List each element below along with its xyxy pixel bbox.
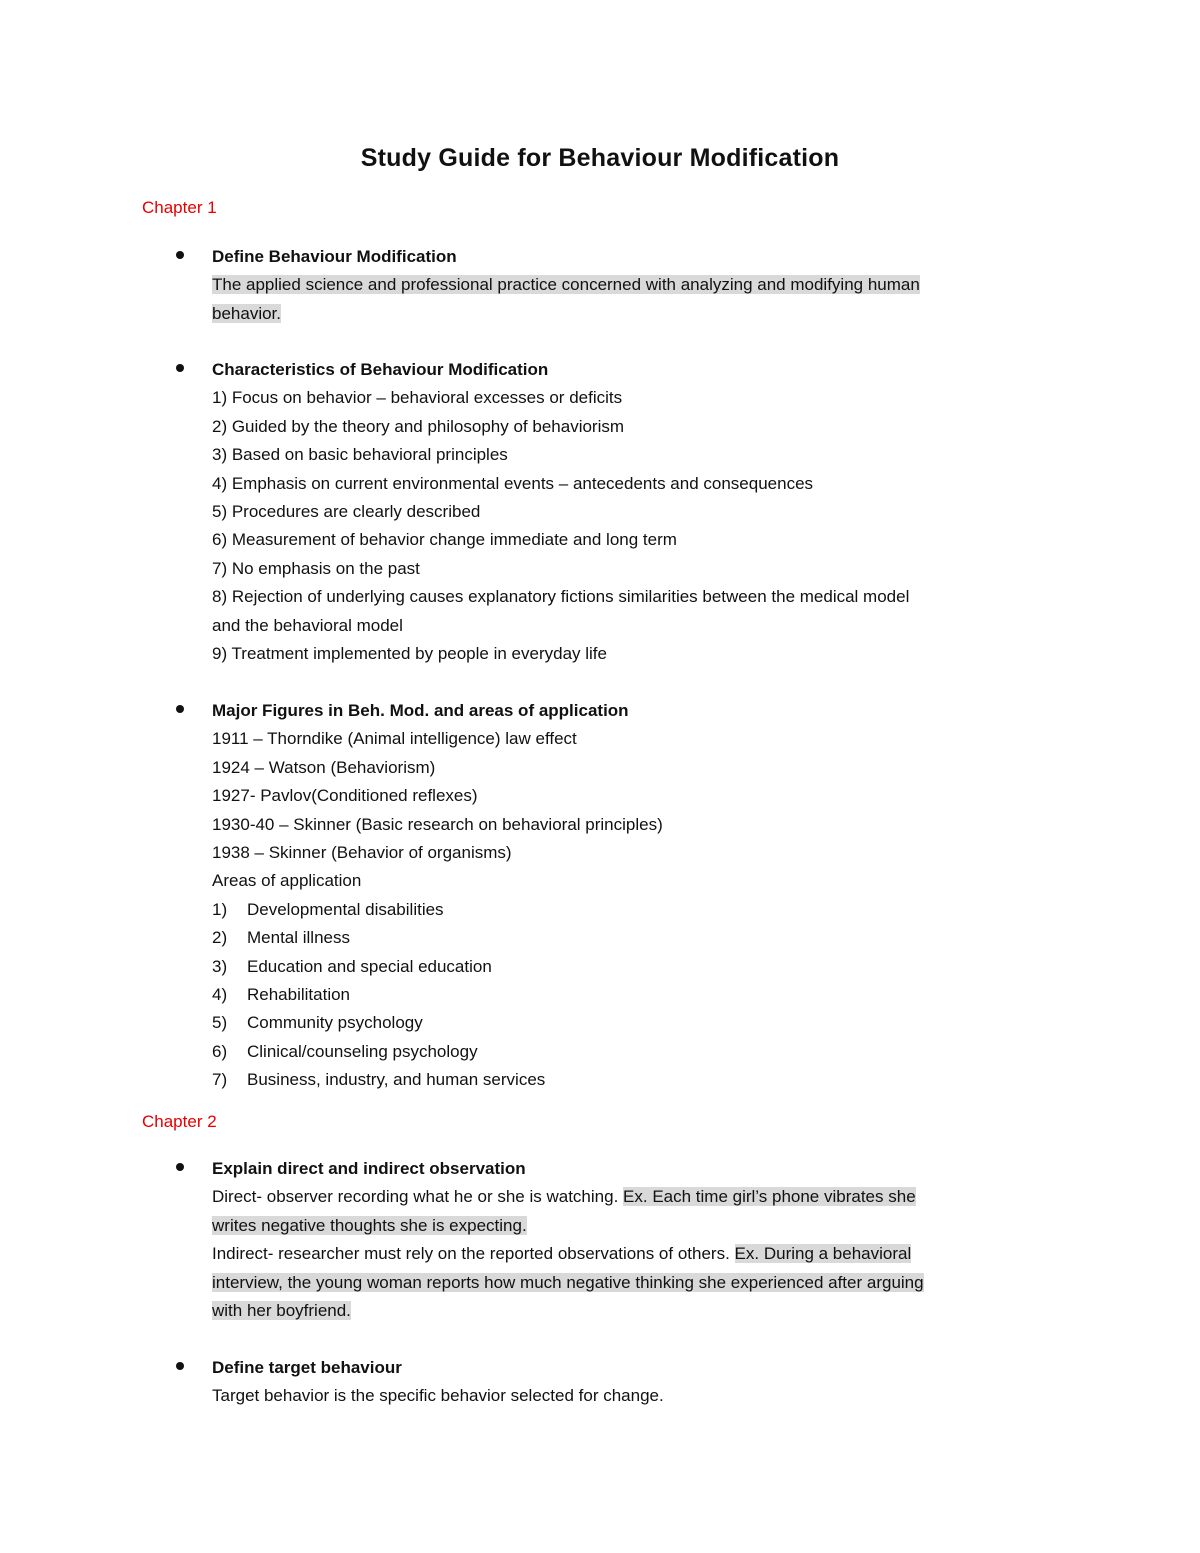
section-heading: Explain direct and indirect observation bbox=[212, 1159, 526, 1178]
list-item: 1938 – Skinner (Behavior of organisms) bbox=[212, 842, 512, 862]
list-number: 1) bbox=[212, 899, 228, 919]
highlighted-example: with her boyfriend. bbox=[212, 1300, 351, 1320]
highlighted-example: Ex. Each time girl’s phone vibrates she bbox=[623, 1187, 916, 1207]
bullet-icon bbox=[176, 705, 184, 713]
list-number: 7) bbox=[212, 1070, 228, 1090]
list-text: Clinical/counseling psychology bbox=[247, 1041, 478, 1061]
list-text: Community psychology bbox=[247, 1013, 423, 1033]
list-item bbox=[212, 1066, 1052, 1094]
bullet-icon bbox=[176, 364, 184, 372]
section-heading: Characteristics of Behaviour Modification bbox=[212, 360, 549, 379]
list-item: 5) Procedures are clearly described bbox=[212, 501, 481, 521]
list-number: 4) bbox=[212, 984, 228, 1004]
define-behaviour-modification-section bbox=[172, 243, 1052, 328]
list-text: Business, industry, and human services bbox=[247, 1070, 546, 1090]
list-item: 4) Emphasis on current environmental events – antecedents and consequences bbox=[212, 473, 814, 493]
list-item: 1911 – Thorndike (Animal intelligence) law effect bbox=[212, 729, 577, 749]
list-item bbox=[212, 953, 1052, 981]
list-item: 1924 – Watson (Behaviorism) bbox=[212, 757, 436, 777]
list-item: 1927- Pavlov(Conditioned reflexes) bbox=[212, 786, 478, 806]
list-item bbox=[212, 896, 1052, 924]
chapter-2-label: Chapter 2 bbox=[142, 1112, 217, 1131]
characteristics-section bbox=[172, 356, 1052, 668]
highlighted-example: writes negative thoughts she is expecting. bbox=[212, 1215, 527, 1235]
section-heading: Define Behaviour Modification bbox=[212, 247, 457, 266]
bullet-icon bbox=[176, 1362, 184, 1370]
list-item: 8) Rejection of underlying causes explanatory fictions similarities between the medical model bbox=[212, 587, 910, 607]
bullet-icon bbox=[176, 1163, 184, 1171]
bullet-icon bbox=[176, 251, 184, 259]
highlighted-definition: behavior. bbox=[212, 303, 281, 323]
target-behaviour-section bbox=[172, 1354, 1052, 1411]
major-figures-section bbox=[172, 697, 1052, 1094]
list-number: 2) bbox=[212, 928, 228, 948]
list-text: Developmental disabilities bbox=[247, 899, 444, 919]
section-heading: Major Figures in Beh. Mod. and areas of application bbox=[212, 701, 629, 720]
list-item bbox=[212, 924, 1052, 952]
list-number: 3) bbox=[212, 956, 228, 976]
list-item: 1930-40 – Skinner (Basic research on behavioral principles) bbox=[212, 814, 663, 834]
list-text: Rehabilitation bbox=[247, 984, 351, 1004]
chapter-1-label: Chapter 1 bbox=[142, 198, 217, 217]
list-number: 5) bbox=[212, 1013, 228, 1033]
list-text: Education and special education bbox=[247, 956, 492, 976]
direct-observation-text: Direct- observer recording what he or she is watching. bbox=[212, 1187, 619, 1207]
list-item bbox=[212, 1038, 1052, 1066]
highlighted-example: interview, the young woman reports how much negative thinking she experienced after arguing bbox=[212, 1272, 924, 1292]
list-item bbox=[212, 981, 1052, 1009]
highlighted-example: Ex. During a behavioral bbox=[734, 1244, 912, 1264]
highlighted-definition: The applied science and professional practice concerned with analyzing and modifying human bbox=[212, 275, 920, 295]
list-item: 7) No emphasis on the past bbox=[212, 558, 420, 578]
list-item: 6) Measurement of behavior change immediate and long term bbox=[212, 530, 677, 550]
list-item: and the behavioral model bbox=[212, 615, 403, 635]
list-item: 3) Based on basic behavioral principles bbox=[212, 445, 508, 465]
document-title: Study Guide for Behaviour Modification bbox=[360, 144, 840, 172]
list-number: 6) bbox=[212, 1041, 228, 1061]
list-item: 2) Guided by the theory and philosophy of behaviorism bbox=[212, 416, 625, 436]
list-item bbox=[212, 1009, 1052, 1037]
list-item: 1) Focus on behavior – behavioral excesses or deficits bbox=[212, 388, 623, 408]
list-item: 9) Treatment implemented by people in everyday life bbox=[212, 643, 607, 663]
indirect-observation-text: Indirect- researcher must rely on the reported observations of others. bbox=[212, 1244, 730, 1264]
definition-text: Target behavior is the specific behavior selected for change. bbox=[212, 1386, 664, 1406]
observation-section bbox=[172, 1155, 1052, 1325]
section-heading: Define target behaviour bbox=[212, 1358, 402, 1377]
list-text: Mental illness bbox=[247, 928, 350, 948]
areas-label: Areas of application bbox=[212, 871, 362, 891]
